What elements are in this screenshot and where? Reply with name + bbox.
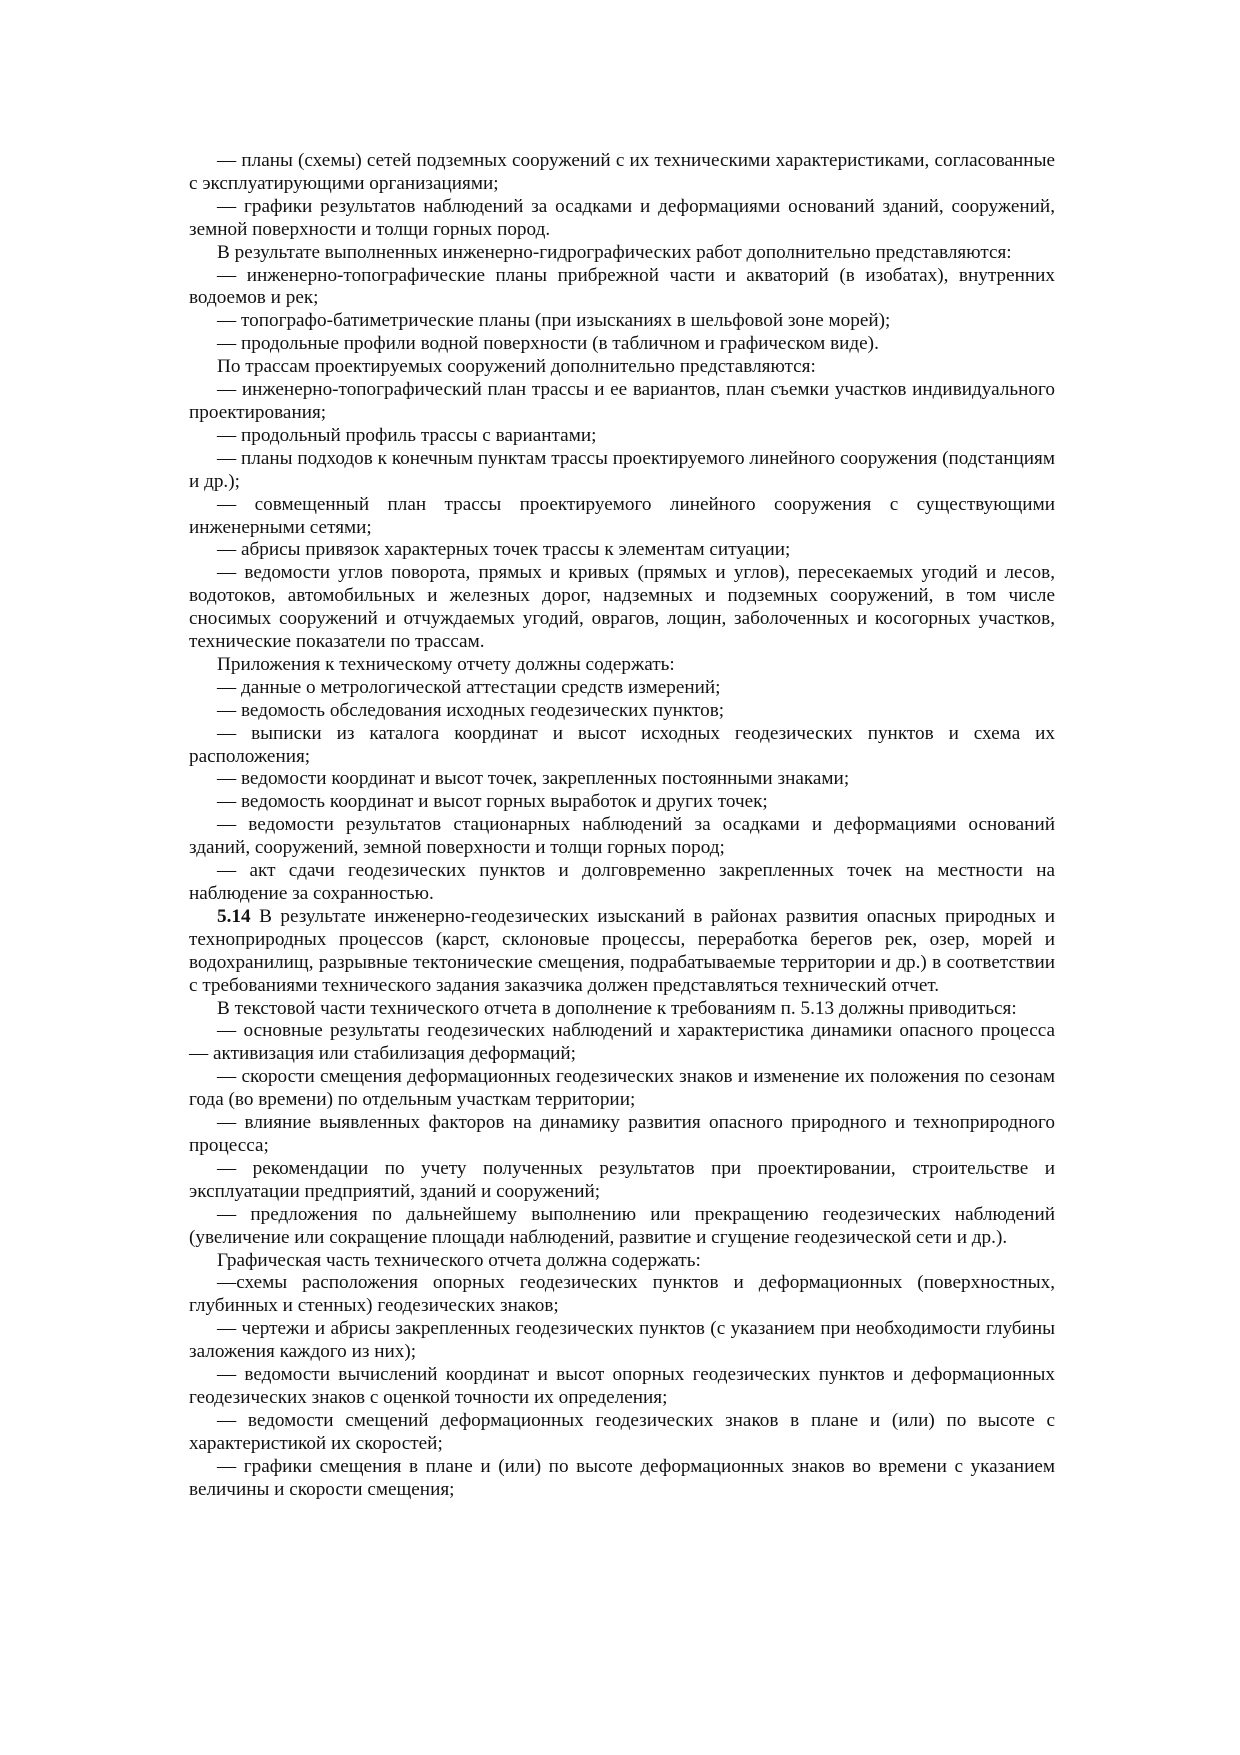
paragraph: Приложения к техническому отчету должны содержать: bbox=[217, 653, 675, 675]
paragraph: — акт сдачи геодезических пунктов и долговременно закрепленных точек на местности на наблюдение за сохранностью. bbox=[189, 860, 1055, 904]
paragraph: — планы (схемы) сетей подземных сооружений с их техническими характеристиками, согласованные с эксплуатирующими организациями; bbox=[189, 150, 1055, 194]
paragraph: — топографо-батиметрические планы (при изысканиях в шельфовой зоне морей); bbox=[217, 310, 891, 332]
paragraph: — планы подходов к конечным пунктам трассы проектируемого линейного сооружения (подстанциям и др.); bbox=[189, 447, 1055, 492]
paragraph: — ведомость координат и высот горных выработок и других точек; bbox=[217, 791, 768, 813]
paragraph: — продольные профили водной поверхности (в табличном и графическом виде). bbox=[217, 333, 879, 355]
paragraph: — графики смещения в плане и (или) по высоте деформационных знаков во времени с указанием величины и скорости смещения; bbox=[189, 1455, 1055, 1500]
paragraph: — данные о метрологической аттестации средств измерений; bbox=[217, 676, 721, 698]
paragraph: — ведомости смещений деформационных геодезических знаков в плане и (или) по высоте с характеристикой их скоростей; bbox=[189, 1409, 1055, 1454]
paragraph: В текстовой части технического отчета в дополнение к требованиям п. 5.13 должны приводиться: bbox=[217, 997, 1017, 1019]
paragraph: — ведомости углов поворота, прямых и кривых (прямых и углов), пересекаемых угодий и лесов, водотоков, автомобильных и железных дорог, надземных и подземных сооружений, в том числе сносимых сооружений и отчуждаемых угодий, оврагов, лощин, заболоченных и косогорных участков, технические показатели по трассам. bbox=[189, 562, 1055, 653]
paragraph: — графики результатов наблюдений за осадками и деформациями оснований зданий, сооружений, земной поверхности и толщи горных пород. bbox=[189, 195, 1055, 240]
paragraph: Графическая часть технического отчета должна содержать: bbox=[217, 1249, 701, 1271]
paragraph: — ведомости координат и высот точек, закрепленных постоянными знаками; bbox=[217, 768, 850, 790]
paragraph: — инженерно-топографический план трассы и ее вариантов, план съемки участков индивидуального проектирования; bbox=[189, 379, 1055, 423]
paragraph: — абрисы привязок характерных точек трассы к элементам ситуации; bbox=[217, 539, 791, 561]
section-number: 5.14 bbox=[217, 905, 251, 927]
paragraph: — ведомость обследования исходных геодезических пунктов; bbox=[217, 699, 725, 721]
document-page bbox=[189, 150, 1055, 1501]
paragraph: — выписки из каталога координат и высот исходных геодезических пунктов и схема их расположения; bbox=[189, 722, 1055, 767]
paragraph: — рекомендации по учету полученных результатов при проектировании, строительстве и эксплуатации предприятий, зданий и сооружений; bbox=[189, 1157, 1055, 1202]
paragraph: В результате выполненных инженерно-гидрографических работ дополнительно представляются: bbox=[217, 241, 1012, 263]
paragraph: По трассам проектируемых сооружений дополнительно представляются: bbox=[217, 356, 816, 378]
paragraph: —схемы расположения опорных геодезических пунктов и деформационных (поверхностных, глубинных и стенных) геодезических знаков; bbox=[189, 1272, 1055, 1317]
paragraph: — ведомости результатов стационарных наблюдений за осадками и деформациями оснований зданий, сооружений, земной поверхности и толщи горных пород; bbox=[189, 814, 1055, 859]
paragraph: — ведомости вычислений координат и высот опорных геодезических пунктов и деформационных геодезических знаков с оценкой точности их определения; bbox=[189, 1364, 1055, 1408]
paragraph: — предложения по дальнейшему выполнению или прекращению геодезических наблюдений (увеличение или сокращение площади наблюдений, развитие и сгущение геодезической сети и др.). bbox=[189, 1203, 1055, 1248]
paragraph: — скорости смещения деформационных геодезических знаков и изменение их положения по сезонам года (во времени) по отдельным участкам территории; bbox=[189, 1066, 1055, 1111]
paragraph: — продольный профиль трассы с вариантами; bbox=[217, 424, 597, 446]
paragraph: — инженерно-топографические планы прибрежной части и акваторий (в изобатах), внутренних водоемов и рек; bbox=[189, 264, 1055, 309]
section-paragraph: 5.14 В результате инженерно-геодезических изысканий в районах развития опасных природных и технoприродных процессов (карст, склоновые процессы, переработка берегов рек, озер, морей и водохранилищ, разрывные тектонические смещения, подрабатываемые территории и др.) в соответствии с требованиями технического задания заказчика должен представляться технический отчет. bbox=[189, 905, 1055, 996]
paragraph: — совмещенный план трассы проектируемого линейного сооружения с существующими инженерными сетями; bbox=[189, 493, 1055, 538]
paragraph: — чертежи и абрисы закрепленных геодезических пунктов (с указанием при необходимости глубины заложения каждого из них); bbox=[189, 1318, 1055, 1363]
paragraph: — основные результаты геодезических наблюдений и характеристика динамики опасного процесса — активизация или стабилизация деформаций; bbox=[189, 1020, 1055, 1065]
paragraph: — влияние выявленных факторов на динамику развития опасного природного и техноприродного процесса; bbox=[189, 1112, 1055, 1156]
